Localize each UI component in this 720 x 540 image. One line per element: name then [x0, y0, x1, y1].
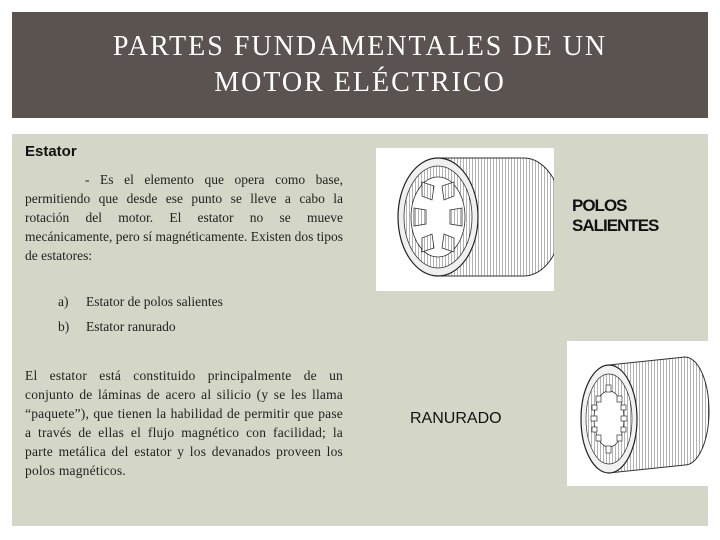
- list-item: [58, 292, 223, 317]
- slotted-stator-image: [567, 341, 713, 486]
- salient-pole-stator-image: [376, 148, 554, 291]
- slide-title-bar: [12, 12, 708, 118]
- polos-salientes-label: POLOS SALIENTES: [572, 196, 659, 235]
- content-panel: [12, 134, 708, 526]
- slide-title-line-1: PARTES FUNDAMENTALES DE UN: [112, 31, 608, 62]
- ranurado-label: RANURADO: [410, 410, 502, 427]
- list-marker: b): [58, 319, 70, 334]
- paragraph-composition: El estator está constituido principalmente de un conjunto de láminas de acero al silicio (y se les llama “paquete”), que tienen la habilidad de permitir que pase a través de ellas el flujo magnético con facilidad; la parte metálica del estator y los devanados proveen los polos magnéticos.: [25, 368, 343, 478]
- list-item: [58, 317, 223, 342]
- salient-pole-stator-icon: [376, 148, 554, 291]
- slotted-stator-icon: [567, 341, 713, 486]
- list-item-text: Estator ranurado: [86, 319, 176, 334]
- list-marker: a): [58, 294, 69, 309]
- section-heading: Estator: [25, 143, 77, 160]
- slide-title-line-2: MOTOR ELÉCTRICO: [214, 67, 506, 98]
- list-item-text: Estator de polos salientes: [86, 294, 223, 309]
- paragraph-intro: - Es el elemento que opera como base, permitiendo que desde ese punto se lleve a cabo la rotación del motor. El estator no se mueve mecánicamente, pero sí magnéticamente. Existen dos tipos de estatores:: [25, 172, 343, 263]
- stator-types-list: [58, 292, 223, 342]
